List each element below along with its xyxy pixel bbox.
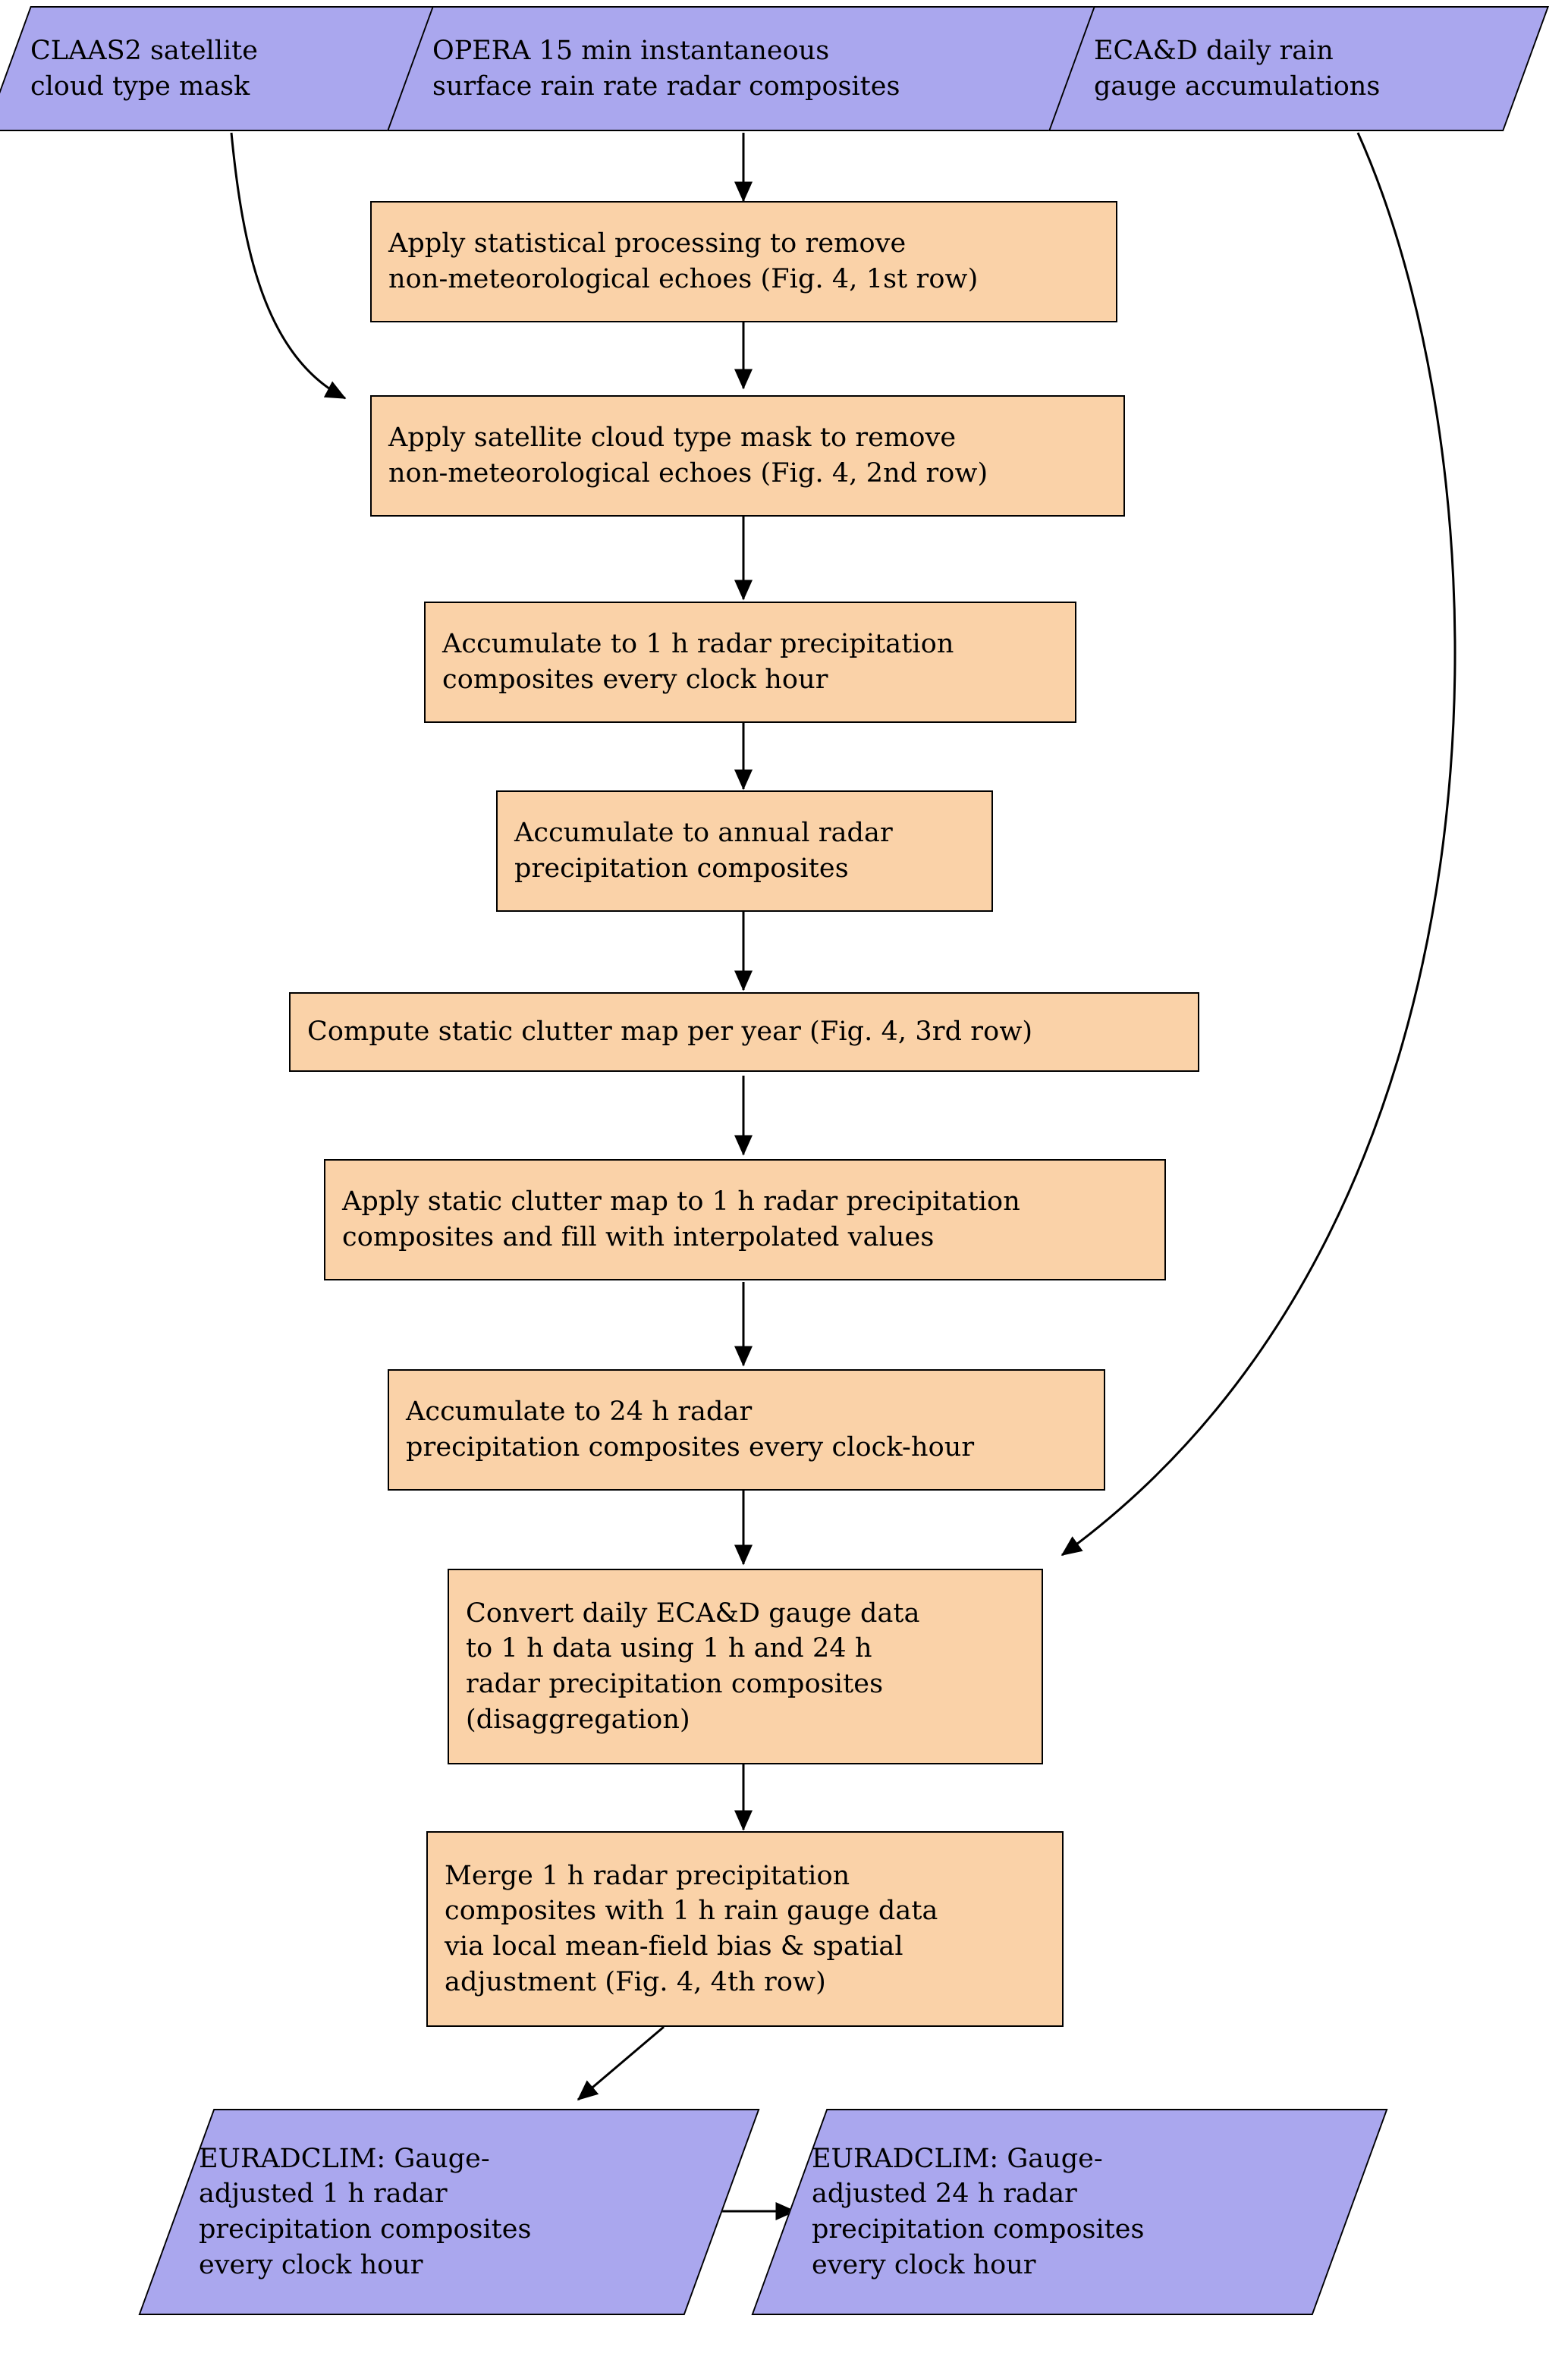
input-ecad [1071, 6, 1526, 131]
step-disaggregation [448, 1569, 1043, 1764]
text-line: composites and fill with interpolated values [342, 1222, 935, 1252]
text-line: to 1 h data using 1 h and 24 h [466, 1633, 872, 1664]
text-line: (disaggregation) [466, 1704, 690, 1735]
text-line: Accumulate to 1 h radar precipitation [442, 629, 954, 660]
text-line: non-meteorological echoes (Fig. 4, 2nd row) [388, 458, 988, 489]
text-line: adjustment (Fig. 4, 4th row) [445, 1966, 826, 1997]
text-line: surface rain rate radar composites [432, 71, 900, 102]
text-line: precipitation composites [812, 2214, 1145, 2245]
input-claas2-label [8, 6, 432, 131]
text-line: Merge 1 h radar precipitation [445, 1860, 850, 1891]
text-line: precipitation composites every clock-hour [406, 1432, 975, 1463]
text-line: non-meteorological echoes (Fig. 4, 1st row) [388, 264, 979, 294]
text-line: Accumulate to annual radar [514, 818, 893, 849]
step-statistical-processing [370, 201, 1117, 322]
text-line: radar precipitation composites [466, 1669, 884, 1699]
output-euradclim-24h-label [789, 2109, 1350, 2315]
text-line: OPERA 15 min instantaneous [432, 35, 830, 66]
text-line: composites every clock hour [442, 665, 828, 695]
output-euradclim-1h [176, 2109, 722, 2315]
input-ecad-label [1071, 6, 1526, 131]
step-merge-gauge-radar [426, 1831, 1064, 2027]
input-opera [410, 6, 1077, 131]
text-line: Apply static clutter map to 1 h radar precipitation [342, 1186, 1020, 1217]
output-euradclim-24h [789, 2109, 1350, 2315]
text-line: every clock hour [812, 2249, 1036, 2280]
text-line: precipitation composites [199, 2214, 532, 2245]
step-cloud-type-mask [370, 395, 1125, 517]
output-euradclim-1h-label [176, 2109, 722, 2315]
text-line: via local mean-field bias & spatial [445, 1931, 903, 1962]
text-line: Apply satellite cloud type mask to remove [388, 423, 957, 454]
text-line: Convert daily ECA&D gauge data [466, 1598, 920, 1629]
text-line: adjusted 24 h radar [812, 2179, 1077, 2210]
text-line: precipitation composites [514, 853, 849, 884]
step-accumulate-24h [388, 1369, 1105, 1491]
step-static-clutter-map [289, 992, 1199, 1072]
step-accumulate-1h [424, 602, 1076, 723]
text-line: ECA&D daily rain [1094, 35, 1334, 66]
input-opera-label [410, 6, 1077, 131]
text-line: adjusted 1 h radar [199, 2179, 448, 2210]
input-claas2 [8, 6, 432, 131]
text-line: EURADCLIM: Gauge- [812, 2143, 1103, 2174]
text-line: gauge accumulations [1094, 71, 1381, 102]
step-apply-clutter-map [324, 1159, 1166, 1280]
text-line: composites with 1 h rain gauge data [445, 1896, 938, 1927]
text-line: CLAAS2 satellite [30, 35, 258, 66]
text-line: Compute static clutter map per year (Fig. 4, 3rd row) [307, 1016, 1033, 1048]
text-line: Apply statistical processing to remove [388, 228, 907, 259]
text-line: cloud type mask [30, 71, 250, 102]
text-line: EURADCLIM: Gauge- [199, 2143, 490, 2174]
text-line: Accumulate to 24 h radar [406, 1397, 753, 1428]
text-line: every clock hour [199, 2249, 423, 2280]
step-accumulate-annual [496, 790, 993, 912]
